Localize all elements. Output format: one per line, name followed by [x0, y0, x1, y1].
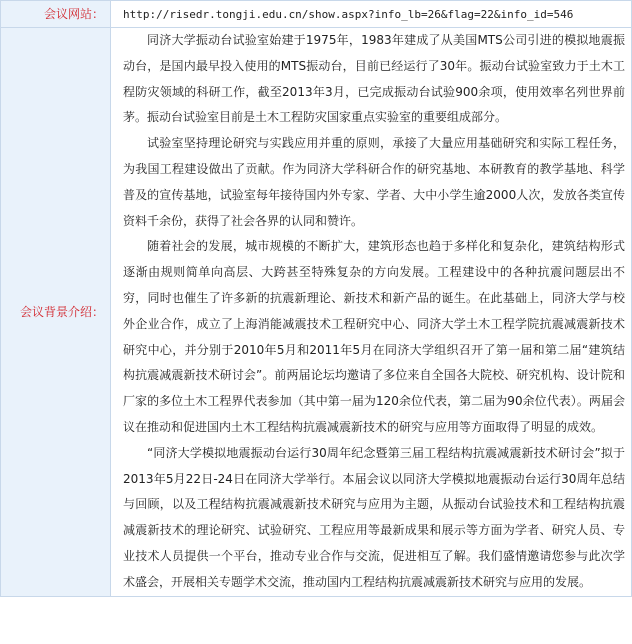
- background-paragraph-4: “同济大学模拟地震振动台运行30周年纪念暨第三届工程结构抗震减震新技术研讨会”拟于2013年5月22日-24日在同济大学举行。本届会议以同济大学模拟地震振动台运行30周年总结与回顾，以及工程结构抗震减震新技术研究与应用为主题，从振动台试验技术和工程结构抗震减震新技术的理论研究、试验研究、工程应用等最新成果和展示等方面为学者、研究人员、专业技术人员提供一个平台，推动专业合作与交流，促进相互了解。我们盛情邀请您参与此次学术盛会，开展相关专题学术交流，推动国内工程结构抗震减震新技术研究与应用的发展。: [123, 445, 625, 589]
- background-paragraph-3: 随着社会的发展，城市规模的不断扩大，建筑形态也趋于多样化和复杂化，建筑结构形式逐渐由规则简单向高层、大跨甚至特殊复杂的方向发展。工程建设中的各种抗震问题层出不穷，同时也催生了许多新的抗震新理论、新技术和新产品的诞生。在此基础上，同济大学与校外企业合作，成立了上海消能减震技术工程研究中心、同济大学土木工程学院抗震减震新技术研究中心，并分别于2010年5月和2011年5月在同济大学组织召开了第一届和第二届“建筑结构抗震减震新技术研讨会”。前两届论坛均邀请了多位来自全国各大院校、研究机构、设计院和厂家的多位土木工程界代表参加（其中第一届为120余位代表，第二届为90余位代表）。两届会议在推动和促进国内土木工程结构抗震减震新技术的研究与应用等方面取得了明显的成效。: [123, 239, 625, 434]
- website-url[interactable]: http://risedr.tongji.edu.cn/show.aspx?info_lb=26&flag=22&info_id=546: [123, 8, 574, 21]
- background-content: [111, 28, 632, 597]
- background-paragraph-1: 同济大学振动台试验室始建于1975年，1983年建成了从美国MTS公司引进的模拟地震振动台，是国内最早投入使用的MTS振动台，目前已经运行了30年。振动台试验室致力于土木工程防灾领域的科研工作，截至2013年3月，已完成振动台试验900余项，使用效率名列世界前茅。振动台试验室目前是土木工程防灾国家重点实验室的重要组成部分。: [123, 33, 625, 125]
- website-row: [1, 1, 632, 28]
- website-value-cell: [111, 1, 632, 28]
- background-label: 会议背景介绍：: [1, 28, 111, 597]
- website-label: 会议网站：: [1, 1, 111, 28]
- background-paragraph-2: 试验室坚持理论研究与实践应用并重的原则，承接了大量应用基础研究和实际工程任务，为我国工程建设做出了贡献。作为同济大学科研合作的研究基地、本研教育的教学基地、科学普及的宣传基地，试验室每年接待国内外专家、学者、大中小学生逾2000人次，发放各类宣传资料千余份，获得了社会各界的认同和赞许。: [123, 136, 625, 228]
- background-row: [1, 28, 632, 597]
